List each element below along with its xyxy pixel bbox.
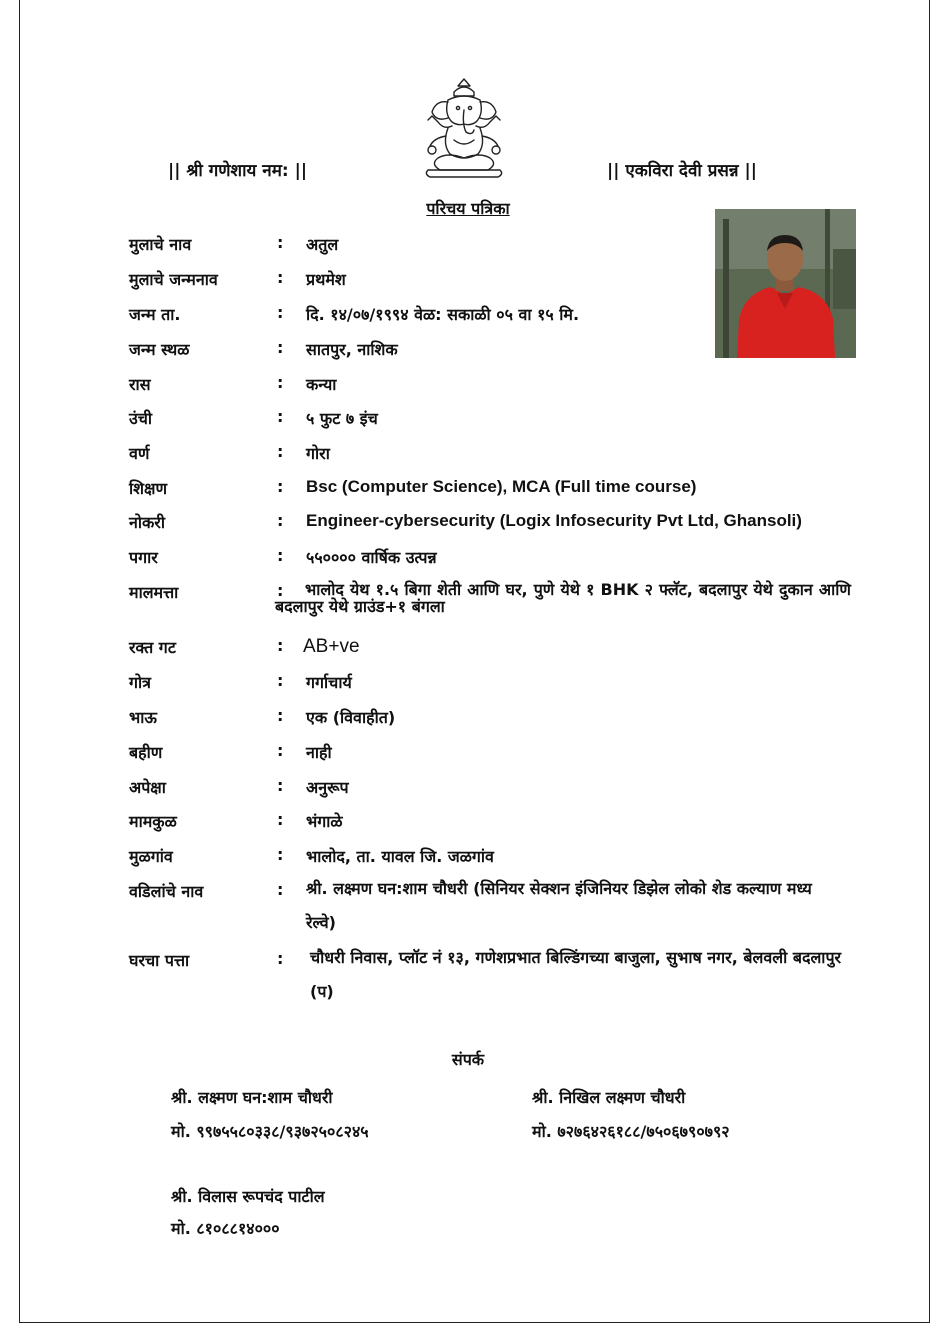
- field-colon: :: [277, 373, 284, 392]
- ganesha-illustration: [418, 78, 510, 178]
- field-label: पगार: [129, 548, 158, 567]
- invocation-ganesh: || श्री गणेशाय नम: ||: [168, 161, 308, 181]
- field-colon: :: [277, 636, 284, 655]
- field-label: शिक्षण: [129, 479, 168, 498]
- field-value: Engineer-cybersecurity (Logix Infosecurity Pvt Ltd, Ghansoli): [306, 511, 802, 530]
- field-value: ५५०००० वार्षिक उत्पन्न: [306, 548, 437, 567]
- field-colon: :: [277, 776, 284, 795]
- document-title: परिचय पत्रिका: [426, 199, 510, 218]
- field-label: वडिलांचे नाव: [129, 882, 204, 901]
- field-label: रक्त गट: [129, 638, 176, 657]
- field-colon: :: [277, 741, 284, 760]
- field-label: गोत्र: [129, 673, 151, 692]
- field-colon: :: [277, 949, 284, 968]
- field-colon: :: [277, 671, 284, 690]
- field-label: मामकुळ: [129, 812, 177, 831]
- contact-name-1: श्री. लक्ष्मण घन:शाम चौधरी: [171, 1088, 333, 1107]
- contact-phone-1: मो. ९९७५५८०३३८/९३७२५०८२४५: [171, 1122, 369, 1141]
- field-label: अपेक्षा: [129, 778, 166, 797]
- field-colon: :: [277, 845, 284, 864]
- person-illustration: [715, 209, 856, 358]
- field-colon: :: [277, 407, 284, 426]
- field-colon: :: [277, 511, 284, 530]
- field-value: दि. १४/०७/१९९४ वेळ: सकाळी ०५ वा १५ मि.: [306, 305, 580, 324]
- invocation-ekvira: || एकविरा देवी प्रसन्न ||: [607, 161, 757, 181]
- contact-phone-2: मो. ७२७६४२६१८८/७५०६७९०७९२: [532, 1122, 730, 1141]
- field-label: घरचा पत्ता: [129, 951, 190, 970]
- field-value: भालोद येथ १.५ बिगा शेती आणि घर, पुणे येथे १ BHK २ फ्लॅट, बदलापुर येथे दुकान आणि बदलापुर येथे ग्राउंड+१ बंगला: [275, 580, 851, 616]
- field-value: अतुल: [306, 235, 339, 254]
- field-label: मुलाचे जन्मनाव: [129, 270, 218, 289]
- field-colon: :: [277, 810, 284, 829]
- field-value: Bsc (Computer Science), MCA (Full time course): [306, 477, 697, 496]
- field-value: नाही: [306, 743, 332, 762]
- field-value: प्रथमेश: [306, 270, 346, 289]
- field-colon: :: [277, 706, 284, 725]
- field-value: गोरा: [306, 444, 330, 463]
- field-label: मुलाचे नाव: [129, 235, 192, 254]
- field-label: रास: [129, 375, 151, 394]
- field-colon: :: [277, 338, 284, 357]
- field-label: बहीण: [129, 743, 163, 762]
- field-colon: :: [277, 442, 284, 461]
- field-colon: :: [277, 546, 284, 565]
- contact-name-2: श्री. निखिल लक्ष्मण चौधरी: [532, 1088, 686, 1107]
- field-value: अनुरूप: [306, 778, 349, 797]
- field-value: AB+ve: [303, 636, 360, 657]
- field-colon: :: [277, 581, 284, 600]
- field-value: ५ फुट ७ इंच: [306, 409, 378, 428]
- profile-photo: [715, 209, 856, 358]
- field-value: एक (विवाहीत): [306, 708, 396, 727]
- contact-name-3: श्री. विलास रूपचंद पाटील: [171, 1187, 325, 1206]
- field-value: भालोद, ता. यावल जि. जळगांव: [306, 847, 494, 866]
- field-value: चौधरी निवास, प्लॉट नं १३, गणेशप्रभात बिल्डिंगच्या बाजुला, सुभाष नगर, बेलवली बदलापुर (प): [310, 948, 842, 1001]
- field-label: जन्म ता.: [129, 305, 181, 324]
- field-label: मुळगांव: [129, 847, 173, 866]
- field-colon: :: [277, 477, 284, 496]
- field-label: मालमत्ता: [129, 583, 179, 602]
- field-colon: :: [277, 268, 284, 287]
- field-colon: :: [277, 233, 284, 252]
- field-colon: :: [277, 303, 284, 322]
- field-label: वर्ण: [129, 444, 150, 463]
- field-label: उंची: [129, 409, 153, 428]
- field-label: नोकरी: [129, 513, 166, 532]
- field-colon: :: [277, 880, 284, 899]
- field-value: कन्या: [306, 375, 337, 394]
- field-value: गर्गाचार्य: [306, 673, 352, 692]
- field-label: भाऊ: [129, 708, 157, 727]
- field-value: सातपुर, नाशिक: [306, 340, 398, 359]
- contact-heading: संपर्क: [451, 1050, 485, 1069]
- field-value: भंगाळे: [306, 812, 343, 831]
- field-label: जन्म स्थळ: [129, 340, 190, 359]
- field-value: श्री. लक्ष्मण घन:शाम चौधरी (सिनियर सेक्शन इंजिनियर डिझेल लोको शेड कल्याण मध्य रेल्वे): [306, 879, 812, 932]
- contact-phone-3: मो. ८१०८८१४०००: [171, 1219, 280, 1238]
